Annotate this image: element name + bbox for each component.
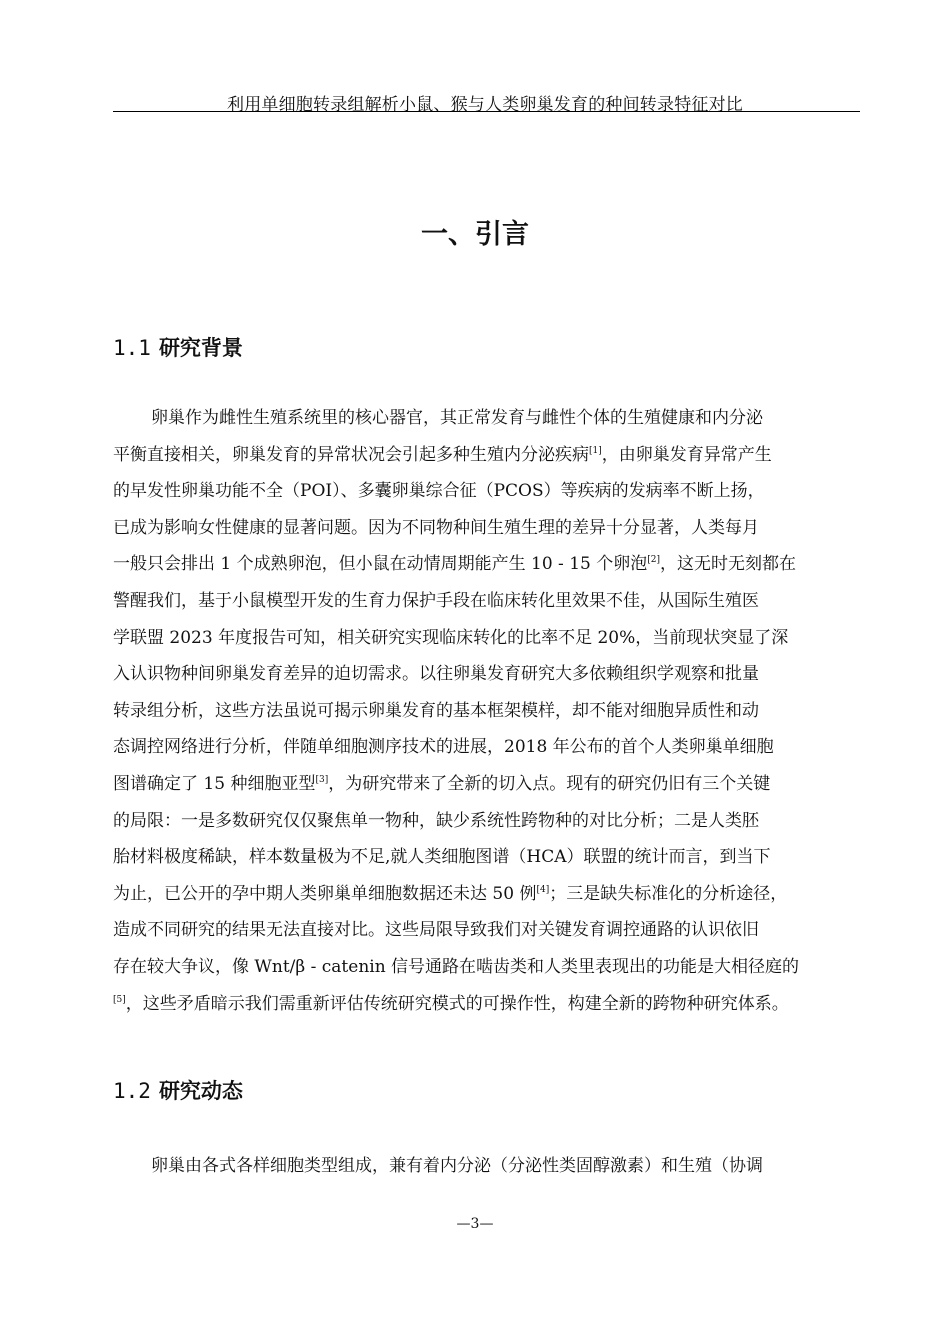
citation-ref: [1] [589,445,602,456]
citation-ref: [3] [315,774,329,785]
paragraph-text: 一般只会排出 1 个成熟卵泡，但小鼠在动情周期能产生 10 - 15 个卵泡 [113,554,648,575]
paragraph-line: 卵巢作为雌性生殖系统里的核心器官，其正常发育与雌性个体的生殖健康和内分泌 [151,408,763,428]
paragraph-line: 警醒我们，基于小鼠模型开发的生育力保护手段在临床转化里效果不佳，从国际生殖医 [113,590,759,611]
paragraph-line: 存在较大争议，像 Wnt/β - catenin 信号通路在啮齿类和人类里表现出的功能是大相径庭的 [113,956,800,977]
paragraph-text: 平衡直接相关，卵巢发育的异常状况会引起多种生殖内分泌疾病 [113,444,589,465]
citation-ref: [4] [536,884,550,895]
paragraph-line: 的局限：一是多数研究仅仅聚焦单一物种，缺少系统性跨物种的对比分析；二是人类胚 [113,810,759,831]
paragraph-line: 已成为影响女性健康的显著问题。因为不同物种间生殖生理的差异十分显著，人类每月 [113,517,759,538]
section-title: 研究背景 [158,336,243,360]
paragraph-line [113,986,859,1023]
paragraph-text: ，这些矛盾暗示我们需重新评估传统研究模式的可操作性，构建全新的跨物种研究体系。 [125,993,789,1014]
paragraph-line: 学联盟 2023 年度报告可知，相关研究实现临床转化的比率不足 20%，当前现状突显了深 [113,627,789,648]
citation-ref: [5] [113,994,126,1005]
paragraph-line [113,546,859,583]
section-heading-1-2 [113,1075,243,1105]
paragraph-line [113,437,859,474]
paragraph-text: ；三是缺失标准化的分析途径， [549,883,788,904]
section-heading-1-1 [113,332,243,362]
paragraph-line: 态调控网络进行分析，伴随单细胞测序技术的进展，2018 年公布的首个人类卵巢单细胞 [113,737,774,758]
paragraph-line: 造成不同研究的结果无法直接对比。这些局限导致我们对关键发育调控通路的认识依旧 [113,920,759,941]
paragraph-text: 为止，已公开的孕中期人类卵巢单细胞数据还未达 50 例 [113,883,537,904]
paragraph-line: 转录组分析，这些方法虽说可揭示卵巢发育的基本框架模样，却不能对细胞异质性和动 [113,700,759,721]
paragraph-text: ，为研究带来了全新的切入点。现有的研究仍旧有三个关键 [328,773,771,794]
section-number: 1.1 [113,336,151,360]
citation-ref: [2] [647,555,660,566]
section-number: 1.2 [113,1079,151,1103]
paragraph-text: 图谱确定了 15 种细胞亚型 [113,773,316,794]
paragraph-text: ，由卵巢发育异常产生 [601,444,772,465]
paragraph-text: ，这无时无刻都在 [660,554,796,575]
paragraph-line: 胎材料极度稀缺，样本数量极为不足,就人类细胞图谱（HCA）联盟的统计而言，到当下 [113,847,771,868]
header-rule [113,111,860,112]
paragraph-line: 卵巢由各式各样细胞类型组成，兼有着内分泌（分泌性类固醇激素）和生殖（协调 [151,1156,763,1176]
page-number: —3— [456,1216,494,1232]
chapter-title: 一、引言 [421,219,529,250]
paragraph-line [113,766,859,803]
running-header-title: 利用单细胞转录组解析小鼠、猴与人类卵巢发育的种间转录特征对比 [227,95,743,115]
paragraph-research-dynamics [113,1148,859,1185]
paragraph-line: 的早发性卵巢功能不全（POI）、多囊卵巢综合征（PCOS）等疾病的发病率不断上扬， [113,481,765,502]
paragraph-line [113,876,859,913]
paragraph-research-background [113,400,859,1022]
section-title: 研究动态 [158,1079,243,1103]
paragraph-line: 入认识物种间卵巢发育差异的迫切需求。以往卵巢发育研究大多依赖组织学观察和批量 [113,664,759,685]
